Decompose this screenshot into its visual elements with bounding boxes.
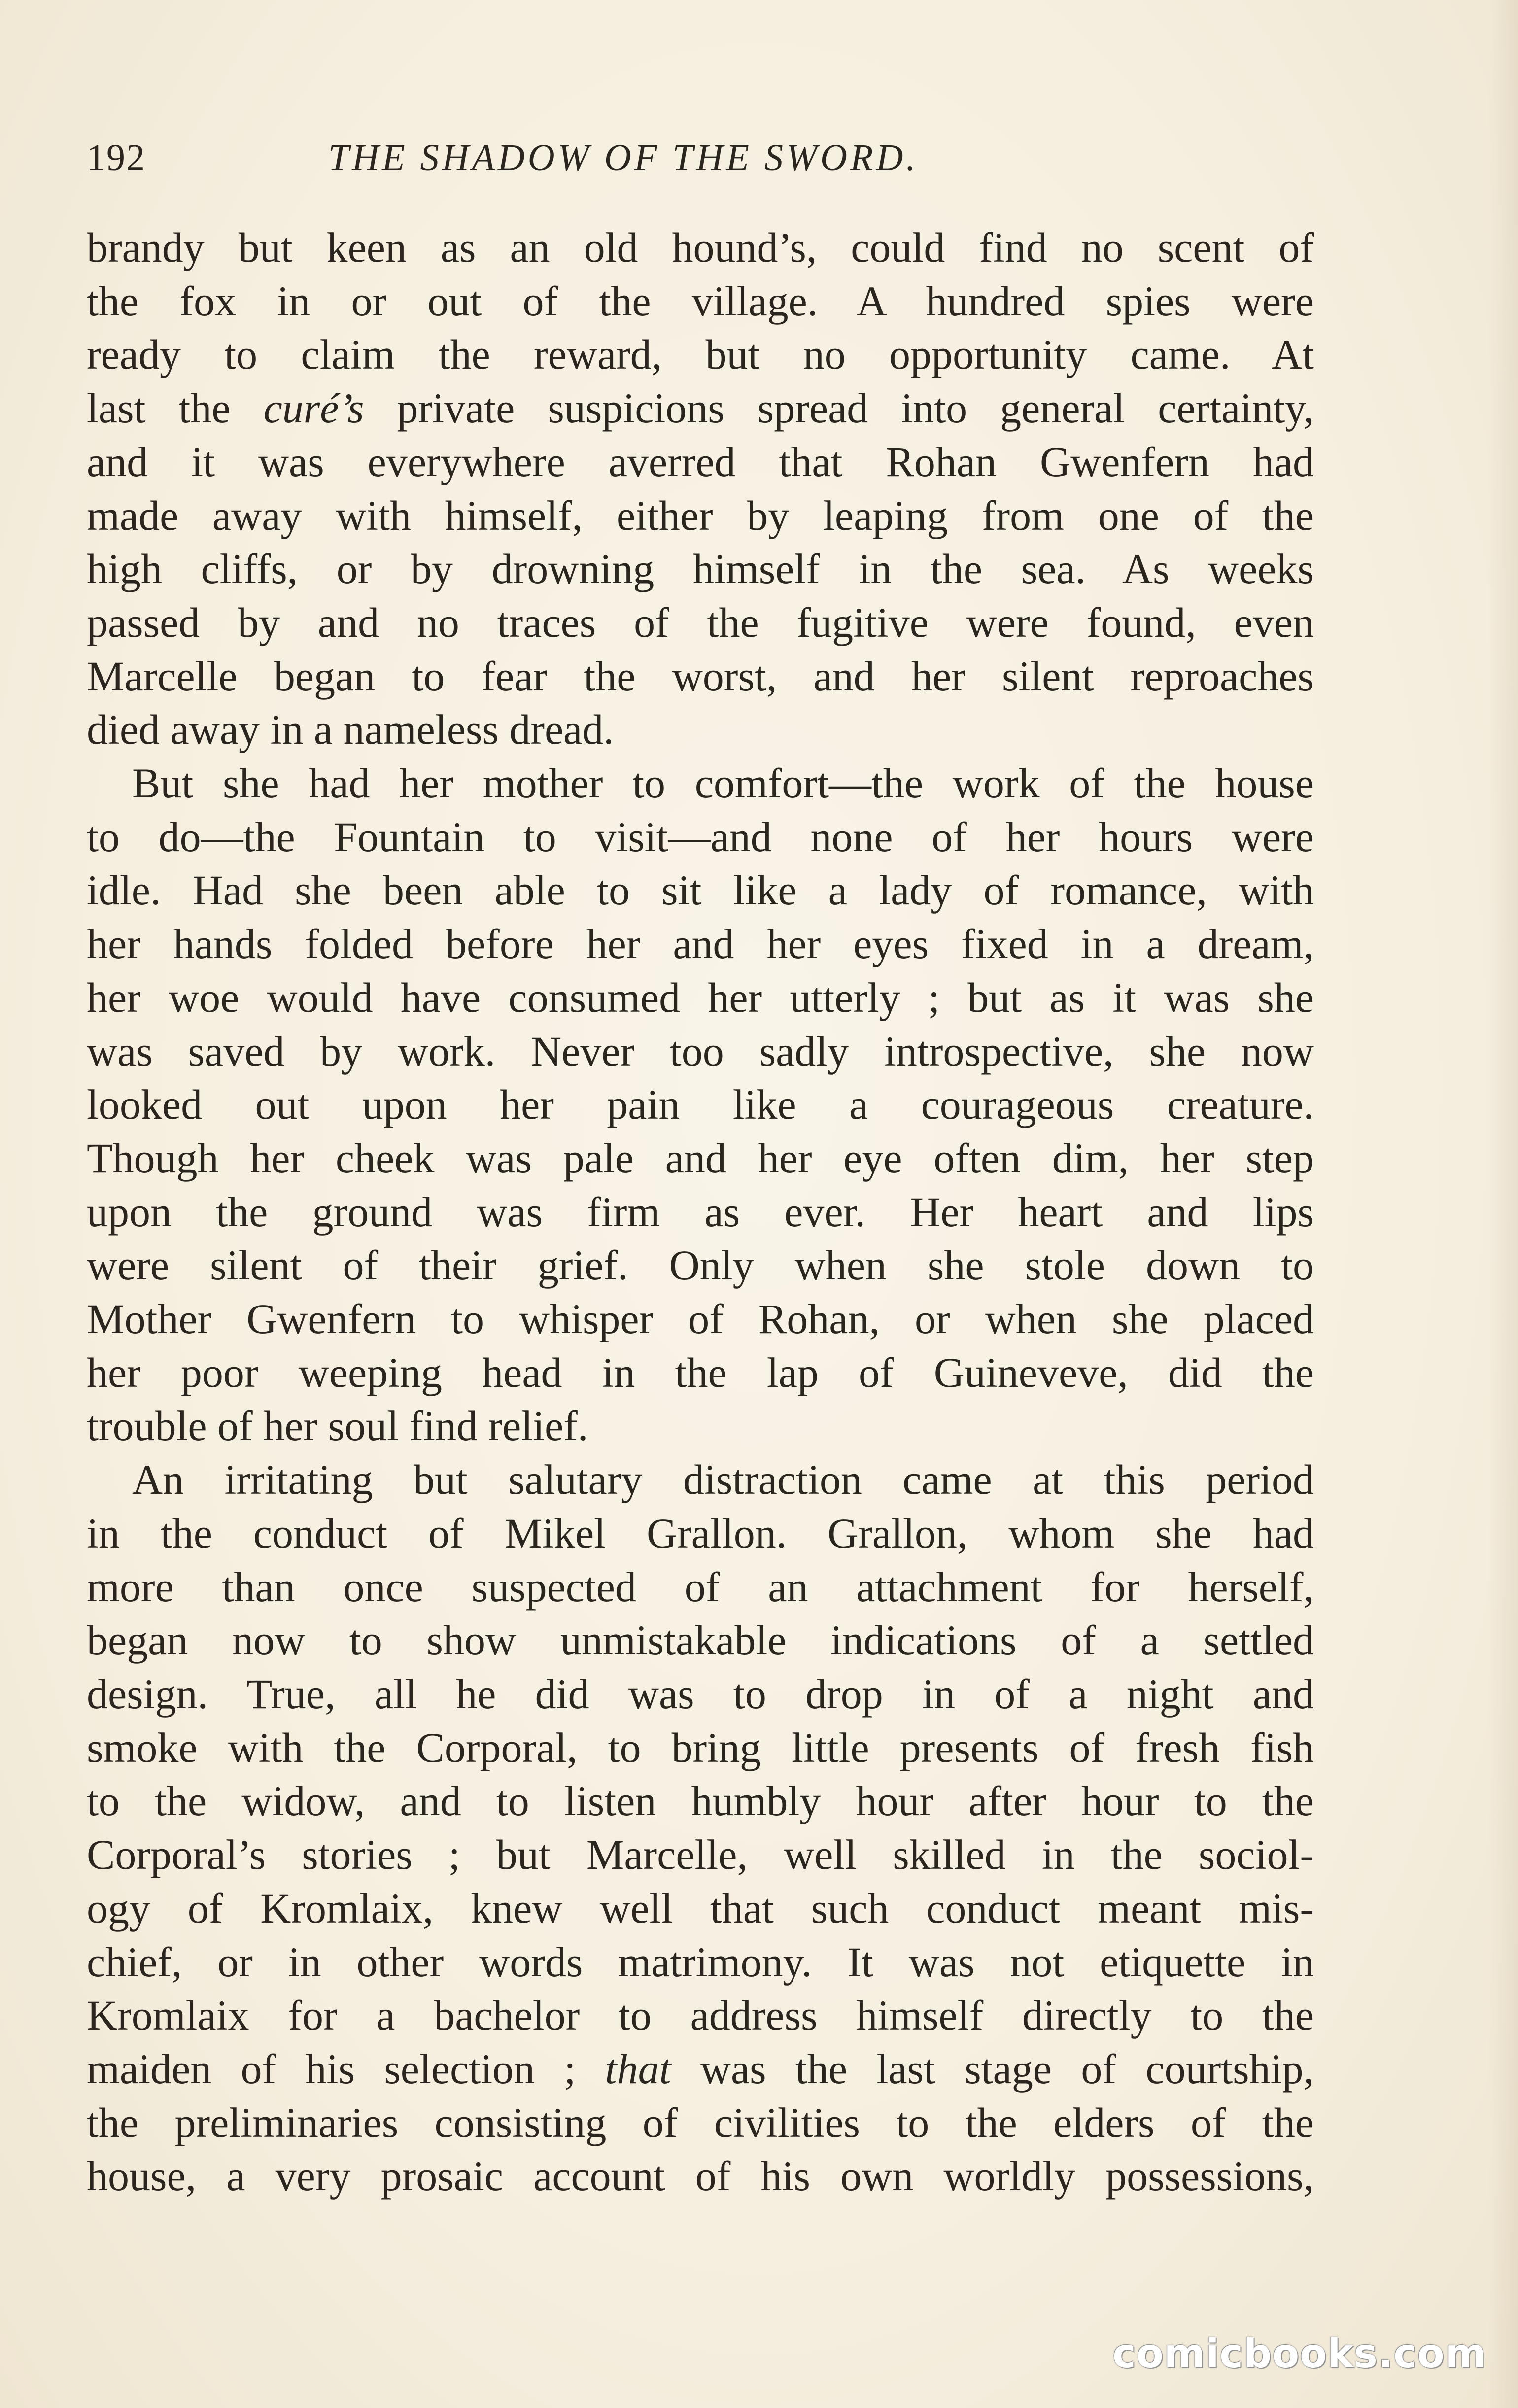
running-title: THE SHADOW OF THE SWORD. (328, 137, 919, 178)
text-line: the preliminaries consisting of civilities to the elders of the (87, 2098, 1314, 2146)
text-line: Kromlaix for a bachelor to address himself directly to the (87, 1992, 1314, 2039)
text-line: high cliffs, or by drowning himself in the sea. As weeks (87, 545, 1314, 593)
text-line: her woe would have consumed her utterly ; but as it was she (87, 973, 1314, 1021)
text-line: chief, or in other words matrimony. It was not etiquette in (87, 1938, 1314, 1986)
text-line: her poor weeping head in the lap of Guineveve, did the (87, 1348, 1314, 1396)
running-head (87, 131, 1072, 185)
paragraph-2 (87, 757, 1314, 1453)
text-line: brandy but keen as an old hound’s, could find no scent of (87, 224, 1314, 271)
text-line: smoke with the Corporal, to bring little presents of fresh fish (87, 1723, 1314, 1771)
text-line: looked out upon her pain like a courageous creature. (87, 1081, 1314, 1129)
italic-word-cure: curé’s (263, 384, 364, 432)
text-line: design. True, all he did was to drop in of a night and (87, 1670, 1314, 1718)
page-number: 192 (87, 137, 146, 178)
text-line: Though her cheek was pale and her eye often dim, her step (87, 1134, 1314, 1182)
text-segment: was the last stage of courtship, (671, 2045, 1314, 2093)
text-line: was saved by work. Never too sadly introspective, she now (87, 1027, 1314, 1075)
text-segment: last the (87, 384, 264, 432)
paragraph-3 (87, 1453, 1314, 2203)
text-line: died away in a nameless dread. (87, 706, 614, 754)
text-line (87, 381, 1314, 435)
text-line: were silent of their grief. Only when she stole down to (87, 1241, 1314, 1289)
text-line: in the conduct of Mikel Grallon. Grallon, whom she had (87, 1509, 1314, 1557)
text-line: began now to show unmistakable indications of a settled (87, 1617, 1314, 1664)
text-line: An irritating but salutary distraction came at this period (132, 1456, 1314, 1504)
text-line: to the widow, and to listen humbly hour after hour to the (87, 1777, 1314, 1825)
italic-word-that: that (605, 2045, 671, 2093)
paragraph-1 (87, 221, 1314, 757)
text-segment: private suspicions spread into general certainty, (364, 384, 1314, 432)
text-line (87, 2042, 1314, 2096)
text-line: Marcelle began to fear the worst, and her silent reproaches (87, 652, 1314, 700)
text-line: Mother Gwenfern to whisper of Rohan, or when she placed (87, 1295, 1314, 1343)
text-line: to do—the Fountain to visit—and none of her hours were (87, 813, 1314, 860)
watermark: comicbooks.com (1112, 2331, 1486, 2376)
text-line: ready to claim the reward, but no opportunity came. At (87, 331, 1314, 378)
text-line: But she had her mother to comfort—the work of the house (132, 759, 1314, 807)
text-line: ogy of Kromlaix, knew well that such conduct meant mis- (87, 1884, 1314, 1932)
text-line: her hands folded before her and her eyes fixed in a dream, (87, 920, 1314, 968)
text-line: the fox in or out of the village. A hundred spies were (87, 277, 1314, 325)
body-text (87, 221, 1314, 2203)
text-line: trouble of her soul find relief. (87, 1402, 588, 1450)
text-line: Corporal’s stories ; but Marcelle, well skilled in the sociol- (87, 1831, 1314, 1879)
text-line: and it was everywhere averred that Rohan Gwenfern had (87, 438, 1314, 485)
page-edge-shadow (1488, 0, 1518, 2408)
text-line: made away with himself, either by leaping from one of the (87, 491, 1314, 539)
text-line: passed by and no traces of the fugitive were found, even (87, 598, 1314, 646)
text-line: house, a very prosaic account of his own worldly possessions, (87, 2152, 1314, 2200)
text-line: more than once suspected of an attachment for herself, (87, 1563, 1314, 1611)
text-segment: maiden of his selection ; (87, 2045, 605, 2093)
text-line: idle. Had she been able to sit like a lady of romance, with (87, 866, 1314, 914)
text-line: upon the ground was firm as ever. Her heart and lips (87, 1188, 1314, 1236)
